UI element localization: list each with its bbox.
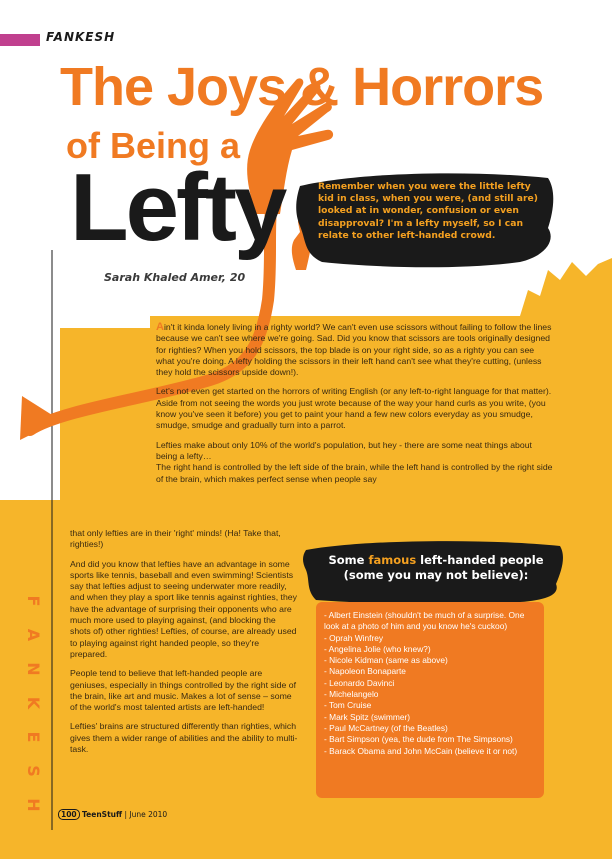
section-tag: FANKESH <box>46 30 116 44</box>
drop-cap: A <box>156 321 164 333</box>
article-body-top <box>156 322 554 493</box>
list-item: - Oprah Winfrey <box>324 632 384 643</box>
paragraph <box>156 322 554 378</box>
side-letter: A <box>24 628 43 642</box>
side-letter: K <box>24 696 43 710</box>
list-item: - Leonardo Davinci <box>324 677 395 688</box>
list-item: - Paul McCartney (of the Beatles) <box>324 722 448 733</box>
paragraph: Let's not even get started on the horrors of writing English (or any left-to-right language for that matter). Aside from not seeing the words you just wrote because of the way your hand curls as you write, (you know you've seen it before) you get to paint your hand a few new colors everyday as you smudge, smudge, smudge and gradually turn into a parrot. <box>156 386 552 431</box>
list-item: - Bart Simpson (yea, the dude from The Simpsons) <box>324 734 513 745</box>
list-item: - Barack Obama and John McCain (believe it or not) <box>324 745 518 756</box>
list-item: - Nicole Kidman (same as above) <box>324 655 448 666</box>
title-line-3: Lefty <box>70 154 285 261</box>
side-letter: F <box>24 595 43 607</box>
page-number: 100 <box>58 809 80 820</box>
paragraph: that only lefties are in their 'right' minds! (Ha! Take that, righties!) <box>70 528 281 550</box>
famous-list <box>324 610 538 757</box>
heading-highlight: famous <box>368 553 417 567</box>
list-item: - Tom Cruise <box>324 700 372 711</box>
paragraph-text: The right hand is controlled by the left side of the brain, while the left hand is controlled by the right side of the brain, which makes perfect sense when people say <box>156 462 553 484</box>
article-body-continued <box>70 528 298 763</box>
title-line-1: The Joys & Horrors <box>60 57 544 117</box>
purple-tab <box>0 34 40 46</box>
list-item: - Michelangelo <box>324 689 379 700</box>
paragraph: People tend to believe that left-handed people are geniuses, especially in things controlled by the right side of the brain, like art and music. Makes a lot of sense – some of the world's most talented artists are left-handed! <box>70 668 297 713</box>
intro-text: Remember when you were the little lefty kid in class, when you were, (and still are) looked at in wonder, confusion or even disapproval? I'm a lefty myself, so I can relate to other left-handed crowd. <box>318 181 538 241</box>
paragraph: And did you know that lefties have an advantage in some sports like tennis, baseball and even swimming! Scientists say that lefties adjust to seeing underwater more readily, and when they play a sport like tennis against righties, they have the advantage of surprising their opponents who are much more used to playing against, (and blocking the shots of) other righties! Lefties, of course, are already used to playing against right handed people, so they're prepared. <box>70 558 297 659</box>
heading-text: (some you may not believe): <box>343 568 529 582</box>
paragraph-text: Lefties make about only 10% of the world's population, but hey - there are some neat things about being a lefty… <box>156 439 532 461</box>
famous-heading <box>316 553 556 583</box>
title-line-2: of Being a <box>66 125 241 166</box>
list-item: - Napoleon Bonaparte <box>324 666 406 677</box>
list-item: - Angelina Jolie (who knew?) <box>324 643 431 654</box>
arrow-head <box>20 396 60 440</box>
heading-text: left-handed people <box>416 553 544 567</box>
issue-date: | June 2010 <box>122 810 168 819</box>
side-letter: S <box>24 765 43 777</box>
paragraph-text: in't it kinda lonely living in a righty world? We can't even use scissors without failing to follow the lines because we can't see where we're going. Sad. Did you know that scissors are tools originally designed for righties? When you hold scissors, the top blade is on your right side, so as a righty you can see what you're doing. A lefty holding the scissors in their left hand can't see what they're cutting, (unless they hold the scissors upside down!). <box>156 322 552 378</box>
paragraph <box>156 440 554 485</box>
side-letter: H <box>24 798 43 812</box>
list-item: - Mark Spitz (swimmer) <box>324 711 411 722</box>
heading-text: Some <box>328 553 369 567</box>
side-letter: N <box>24 662 43 676</box>
paragraph: Lefties' brains are structured differently than righties, which gives them a wider range of abilities and the ability to multi-task. <box>70 721 298 755</box>
magazine-name: TeenStuff <box>82 810 123 819</box>
side-letter: E <box>24 731 43 743</box>
byline: Sarah Khaled Amer, 20 <box>104 271 246 284</box>
list-item: - Albert Einstein (shouldn't be much of a surprise. One look at a photo of him and you know he's cuckoo) <box>324 610 525 632</box>
side-vertical-label <box>14 584 43 822</box>
page-footer <box>58 809 167 820</box>
